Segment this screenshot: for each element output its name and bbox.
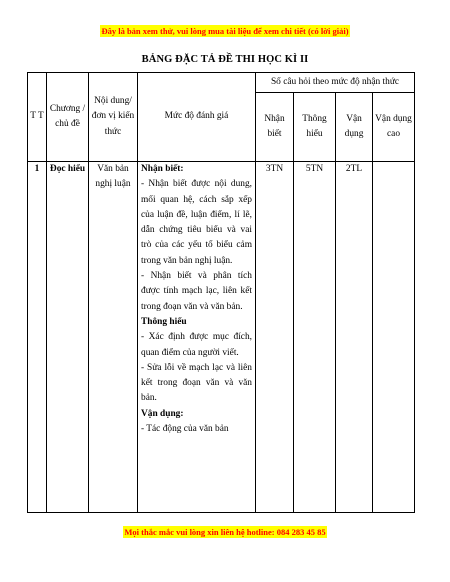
criteria-nb-heading: Nhận biết:	[141, 164, 184, 174]
preview-banner	[0, 26, 450, 36]
header-noidung: Nội dung/ đơn vị kiến thức	[89, 73, 138, 162]
row-tt: 1	[28, 162, 47, 513]
preview-banner-text: Đây là bản xem thử, vui lòng mua tài liệu để xem chi tiết (có lời giải)	[101, 26, 349, 36]
criteria-vd-1: - Tác động của văn bản	[141, 424, 229, 435]
document-title: BẢNG ĐẶC TẢ ĐỀ THI HỌC KÌ II	[141, 54, 309, 65]
header-tt: T T	[28, 73, 47, 162]
hotline-banner-text: Mọi thắc mắc vui lòng xin liên hệ hotline: 084 283 45 85	[124, 527, 326, 537]
criteria-nb-2: - Nhận biết và phân tích được tính mạch lạc, liên kết trong đoạn văn và văn bản.	[141, 271, 252, 312]
row-noidung: Văn bản nghị luận	[89, 162, 138, 513]
criteria-th-2: - Sửa lỗi về mạch lạc và liên kết trong đoạn văn và văn bản.	[141, 362, 252, 404]
hotline-banner	[0, 527, 450, 537]
row-criteria	[138, 162, 256, 513]
row-thonghieu: 5TN	[294, 162, 336, 513]
header-chuong: Chương / chủ đề	[47, 73, 89, 162]
row-vandungcao	[373, 162, 415, 513]
header-socauhoi: Số câu hỏi theo mức độ nhận thức	[256, 73, 415, 93]
header-row-1	[28, 73, 415, 93]
row-chuong: Đọc hiểu	[47, 162, 89, 513]
header-mucdo: Mức độ đánh giá	[138, 73, 256, 162]
header-nhanbiet: Nhận biết	[256, 93, 294, 162]
criteria-vd-heading: Vận dụng:	[141, 408, 184, 419]
row-vandung: 2TL	[336, 162, 373, 513]
criteria-th-heading: Thông hiểu	[141, 316, 187, 327]
header-thonghieu: Thông hiểu	[294, 93, 336, 162]
criteria-th-1: - Xác định được mục đích, quan điểm của người viết.	[141, 332, 252, 358]
specification-table	[27, 72, 415, 513]
header-vandungcao: Vận dụng cao	[373, 93, 415, 162]
row-nhanbiet: 3TN	[256, 162, 294, 513]
criteria-nb-1: - Nhận biết được nội dung, mối quan hệ, cách sắp xếp của luận đề, luận điểm, lí lẽ, dẫn chứng tiêu biểu và vai trò của các yếu tố biểu cảm trong văn bản nghị luận.	[141, 179, 252, 266]
header-vandung: Vận dụng	[336, 93, 373, 162]
table-row	[28, 162, 415, 513]
